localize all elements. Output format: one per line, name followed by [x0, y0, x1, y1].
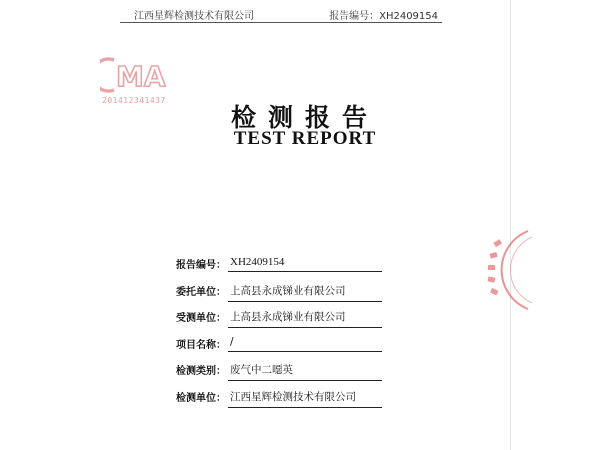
- field-value: 废气中二噁英: [228, 362, 382, 381]
- header-company: 江西星辉检测技术有限公司: [134, 11, 254, 22]
- field-label: 项目名称：: [176, 339, 226, 351]
- red-seal-stamp: [480, 225, 540, 315]
- header-report-number: 报告编号：XH2409154: [329, 11, 438, 22]
- field-label: 检测类别：: [176, 366, 226, 377]
- field-value: XH2409154: [228, 256, 382, 272]
- field-value: 上高县永成锑业有限公司: [228, 283, 382, 302]
- field-testing-unit: [176, 387, 396, 414]
- page-header: [120, 4, 440, 22]
- field-label: 委托单位：: [176, 286, 226, 298]
- field-test-category: [176, 360, 396, 387]
- field-project-name: [176, 334, 396, 361]
- cma-number: 201412341437: [102, 96, 166, 105]
- field-value: 上高县永成锑业有限公司: [228, 309, 382, 328]
- cma-mark-text: MA: [116, 60, 166, 93]
- field-report-number: [176, 254, 396, 281]
- header-divider: [120, 22, 442, 23]
- title-english: TEST REPORT: [233, 128, 377, 149]
- title-chinese: 检测报告: [230, 103, 379, 132]
- report-info-fields: [176, 254, 396, 413]
- cma-seal: [100, 56, 172, 110]
- cma-logo-icon: [100, 56, 172, 94]
- field-tested-unit: [176, 307, 396, 334]
- field-value: 江西星辉检测技术有限公司: [228, 389, 382, 408]
- field-label: 受测单位：: [176, 313, 226, 324]
- field-label: 报告编号：: [176, 260, 226, 271]
- field-client-unit: [176, 281, 396, 308]
- field-value: /: [228, 336, 382, 352]
- field-label: 检测单位：: [176, 392, 226, 404]
